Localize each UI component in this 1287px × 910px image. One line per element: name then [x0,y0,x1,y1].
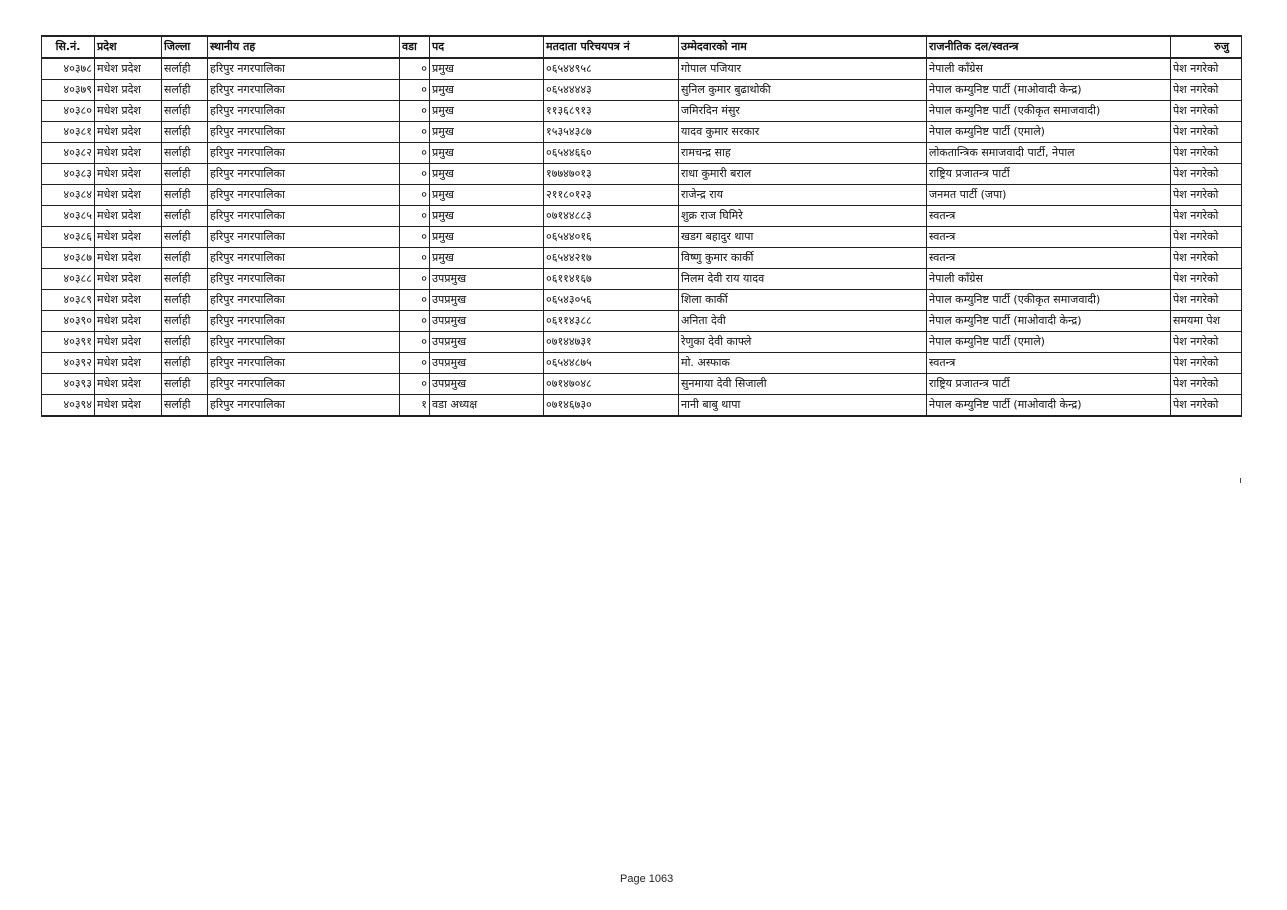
cell-district: सर्लाही [162,374,208,395]
table-row [42,164,1242,185]
cell-province: मधेश प्रदेश [95,290,162,311]
cell-political-party: स्वतन्त्र [927,248,1171,269]
cell-political-party: नेपाली काँग्रेस [927,58,1171,80]
cell-candidate-name: खडग बहादुर थापा [679,227,927,248]
cell-ward: ० [400,185,430,206]
cell-candidate-name: विष्णु कुमार कार्की [679,248,927,269]
column-header-post: पद [430,36,544,58]
cell-voter-id: १५३५४३८७ [544,122,679,143]
cell-district: सर्लाही [162,101,208,122]
cell-province: मधेश प्रदेश [95,353,162,374]
candidate-table [41,35,1242,417]
cell-ward: १ [400,395,430,417]
cell-status: पेश नगरेको [1171,206,1242,227]
cell-status: पेश नगरेको [1171,143,1242,164]
cell-province: मधेश प्रदेश [95,332,162,353]
column-header-local-level: स्थानीय तह [208,36,400,58]
edge-mark [1240,478,1241,483]
cell-post: प्रमुख [430,164,544,185]
cell-ward: ० [400,122,430,143]
table-row [42,248,1242,269]
table-row [42,395,1242,417]
cell-voter-id: ०७१४७०४८ [544,374,679,395]
cell-post: प्रमुख [430,185,544,206]
column-header-status: रुजु [1171,36,1242,58]
cell-status: पेश नगरेको [1171,374,1242,395]
table-row [42,290,1242,311]
cell-candidate-name: यादव कुमार सरकार [679,122,927,143]
cell-ward: ० [400,332,430,353]
cell-candidate-name: मो. अस्फाक [679,353,927,374]
cell-voter-id: ०७१४४८८३ [544,206,679,227]
cell-province: मधेश प्रदेश [95,80,162,101]
cell-district: सर्लाही [162,80,208,101]
cell-district: सर्लाही [162,248,208,269]
cell-post: उपप्रमुख [430,311,544,332]
cell-candidate-name: जमिरदिन मंसुर [679,101,927,122]
table-row [42,143,1242,164]
cell-serial-number: ४०३७९ [42,80,95,101]
table-header-row [42,36,1242,58]
cell-district: सर्लाही [162,164,208,185]
cell-post: प्रमुख [430,122,544,143]
cell-ward: ० [400,143,430,164]
cell-post: वडा अध्यक्ष [430,395,544,417]
cell-local-level: हरिपुर नगरपालिका [208,395,400,417]
cell-post: उपप्रमुख [430,290,544,311]
cell-status: पेश नगरेको [1171,101,1242,122]
cell-serial-number: ४०३८४ [42,185,95,206]
table-row [42,122,1242,143]
cell-political-party: राष्ट्रिय प्रजातन्त्र पार्टी [927,374,1171,395]
cell-status: पेश नगरेको [1171,185,1242,206]
table-row [42,58,1242,80]
table-row [42,80,1242,101]
cell-district: सर्लाही [162,122,208,143]
cell-post: प्रमुख [430,80,544,101]
cell-serial-number: ४०३९२ [42,353,95,374]
cell-serial-number: ४०३९० [42,311,95,332]
cell-province: मधेश प्रदेश [95,248,162,269]
cell-candidate-name: रेणुका देवी काफ्ले [679,332,927,353]
cell-post: प्रमुख [430,143,544,164]
cell-serial-number: ४०३८० [42,101,95,122]
cell-voter-id: १७७४७०१३ [544,164,679,185]
cell-voter-id: ०६११४३८८ [544,311,679,332]
cell-ward: ० [400,227,430,248]
cell-voter-id: ०६५४४२१७ [544,248,679,269]
cell-ward: ० [400,80,430,101]
cell-serial-number: ४०३८२ [42,143,95,164]
cell-local-level: हरिपुर नगरपालिका [208,311,400,332]
cell-local-level: हरिपुर नगरपालिका [208,101,400,122]
cell-province: मधेश प्रदेश [95,206,162,227]
cell-post: प्रमुख [430,206,544,227]
page-number: Page 1063 [620,873,674,885]
cell-status: पेश नगरेको [1171,58,1242,80]
cell-status: पेश नगरेको [1171,332,1242,353]
cell-province: मधेश प्रदेश [95,122,162,143]
cell-voter-id: ०६११४१६७ [544,269,679,290]
cell-ward: ० [400,374,430,395]
cell-district: सर्लाही [162,311,208,332]
cell-local-level: हरिपुर नगरपालिका [208,269,400,290]
cell-status: पेश नगरेको [1171,290,1242,311]
cell-serial-number: ४०३८८ [42,269,95,290]
cell-district: सर्लाही [162,227,208,248]
cell-serial-number: ४०३९१ [42,332,95,353]
cell-political-party: नेपाल कम्युनिष्ट पार्टी (माओवादी केन्द्र) [927,395,1171,417]
cell-ward: ० [400,101,430,122]
cell-serial-number: ४०३९४ [42,395,95,417]
table-row [42,311,1242,332]
cell-political-party: राष्ट्रिय प्रजातन्त्र पार्टी [927,164,1171,185]
cell-political-party: नेपाल कम्युनिष्ट पार्टी (एकीकृत समाजवादी) [927,101,1171,122]
table-row [42,101,1242,122]
cell-local-level: हरिपुर नगरपालिका [208,332,400,353]
cell-serial-number: ४०३८५ [42,206,95,227]
cell-candidate-name: राजेन्द्र राय [679,185,927,206]
cell-post: उपप्रमुख [430,374,544,395]
cell-ward: ० [400,290,430,311]
cell-status: पेश नगरेको [1171,353,1242,374]
cell-political-party: स्वतन्त्र [927,206,1171,227]
cell-status: पेश नगरेको [1171,395,1242,417]
cell-status: पेश नगरेको [1171,227,1242,248]
cell-candidate-name: रामचन्द्र साह [679,143,927,164]
column-header-serial-number: सि.नं. [42,36,95,58]
cell-serial-number: ४०३८६ [42,227,95,248]
cell-post: उपप्रमुख [430,353,544,374]
cell-province: मधेश प्रदेश [95,311,162,332]
cell-voter-id: ०६५४४६६० [544,143,679,164]
table-row [42,353,1242,374]
cell-status: पेश नगरेको [1171,80,1242,101]
cell-post: उपप्रमुख [430,269,544,290]
table-row [42,227,1242,248]
cell-status: पेश नगरेको [1171,122,1242,143]
cell-local-level: हरिपुर नगरपालिका [208,206,400,227]
cell-province: मधेश प्रदेश [95,269,162,290]
cell-candidate-name: शुक्र राज घिमिरे [679,206,927,227]
cell-political-party: नेपाल कम्युनिष्ट पार्टी (एकीकृत समाजवादी) [927,290,1171,311]
cell-province: मधेश प्रदेश [95,164,162,185]
cell-serial-number: ४०३८१ [42,122,95,143]
cell-district: सर्लाही [162,290,208,311]
cell-political-party: नेपाल कम्युनिष्ट पार्टी (एमाले) [927,332,1171,353]
cell-candidate-name: सुनमाया देवी सिजाली [679,374,927,395]
cell-post: प्रमुख [430,248,544,269]
cell-province: मधेश प्रदेश [95,374,162,395]
cell-voter-id: २११८०१२३ [544,185,679,206]
cell-political-party: स्वतन्त्र [927,227,1171,248]
cell-candidate-name: शिला कार्की [679,290,927,311]
cell-province: मधेश प्रदेश [95,101,162,122]
table-body [42,58,1242,416]
cell-voter-id: ०६५४३०५६ [544,290,679,311]
cell-voter-id: ११३६८९१३ [544,101,679,122]
cell-political-party: लोकतान्त्रिक समाजवादी पार्टी, नेपाल [927,143,1171,164]
cell-province: मधेश प्रदेश [95,143,162,164]
cell-district: सर्लाही [162,206,208,227]
column-header-voter-id: मतदाता परिचयपत्र नं [544,36,679,58]
cell-voter-id: ०७१४६७३० [544,395,679,417]
cell-political-party: नेपाल कम्युनिष्ट पार्टी (माओवादी केन्द्र) [927,311,1171,332]
cell-post: प्रमुख [430,227,544,248]
cell-serial-number: ४०३८३ [42,164,95,185]
cell-local-level: हरिपुर नगरपालिका [208,248,400,269]
cell-political-party: नेपाली काँग्रेस [927,269,1171,290]
cell-candidate-name: अनिता देवी [679,311,927,332]
cell-local-level: हरिपुर नगरपालिका [208,58,400,80]
cell-ward: ० [400,311,430,332]
cell-candidate-name: सुनिल कुमार बुढाथोकी [679,80,927,101]
cell-voter-id: ०६५४४८७५ [544,353,679,374]
cell-district: सर्लाही [162,58,208,80]
cell-local-level: हरिपुर नगरपालिका [208,80,400,101]
cell-political-party: नेपाल कम्युनिष्ट पार्टी (एमाले) [927,122,1171,143]
table-row [42,269,1242,290]
cell-district: सर्लाही [162,143,208,164]
column-header-candidate-name: उम्मेदवारको नाम [679,36,927,58]
cell-province: मधेश प्रदेश [95,58,162,80]
cell-status: पेश नगरेको [1171,164,1242,185]
cell-ward: ० [400,248,430,269]
cell-voter-id: ०६५४४९५८ [544,58,679,80]
cell-political-party: नेपाल कम्युनिष्ट पार्टी (माओवादी केन्द्र) [927,80,1171,101]
column-header-district: जिल्ला [162,36,208,58]
cell-ward: ० [400,164,430,185]
cell-political-party: जनमत पार्टी (जपा) [927,185,1171,206]
cell-ward: ० [400,269,430,290]
cell-serial-number: ४०३८७ [42,248,95,269]
table-row [42,206,1242,227]
cell-local-level: हरिपुर नगरपालिका [208,143,400,164]
cell-candidate-name: नानी बाबु थापा [679,395,927,417]
cell-local-level: हरिपुर नगरपालिका [208,227,400,248]
cell-ward: ० [400,206,430,227]
cell-province: मधेश प्रदेश [95,185,162,206]
cell-province: मधेश प्रदेश [95,395,162,417]
cell-voter-id: ०६५४४०१६ [544,227,679,248]
cell-local-level: हरिपुर नगरपालिका [208,374,400,395]
cell-status: समयमा पेश [1171,311,1242,332]
cell-district: सर्लाही [162,395,208,417]
table-row [42,374,1242,395]
cell-serial-number: ४०३९३ [42,374,95,395]
table-row [42,332,1242,353]
cell-province: मधेश प्रदेश [95,227,162,248]
cell-candidate-name: गोपाल पजियार [679,58,927,80]
cell-voter-id: ०७१४४७३१ [544,332,679,353]
cell-local-level: हरिपुर नगरपालिका [208,290,400,311]
table-row [42,185,1242,206]
cell-district: सर्लाही [162,185,208,206]
cell-local-level: हरिपुर नगरपालिका [208,185,400,206]
column-header-province: प्रदेश [95,36,162,58]
cell-post: प्रमुख [430,58,544,80]
cell-serial-number: ४०३७८ [42,58,95,80]
cell-ward: ० [400,353,430,374]
cell-political-party: स्वतन्त्र [927,353,1171,374]
cell-district: सर्लाही [162,353,208,374]
cell-local-level: हरिपुर नगरपालिका [208,353,400,374]
cell-post: प्रमुख [430,101,544,122]
cell-status: पेश नगरेको [1171,248,1242,269]
cell-ward: ० [400,58,430,80]
cell-status: पेश नगरेको [1171,269,1242,290]
cell-serial-number: ४०३८९ [42,290,95,311]
column-header-political-party: राजनीतिक दल/स्वतन्त्र [927,36,1171,58]
cell-voter-id: ०६५४४४४३ [544,80,679,101]
cell-post: उपप्रमुख [430,332,544,353]
cell-candidate-name: निलम देवी राय यादव [679,269,927,290]
column-header-ward: वडा [400,36,430,58]
cell-district: सर्लाही [162,332,208,353]
cell-local-level: हरिपुर नगरपालिका [208,122,400,143]
cell-local-level: हरिपुर नगरपालिका [208,164,400,185]
cell-candidate-name: राधा कुमारी बराल [679,164,927,185]
cell-district: सर्लाही [162,269,208,290]
